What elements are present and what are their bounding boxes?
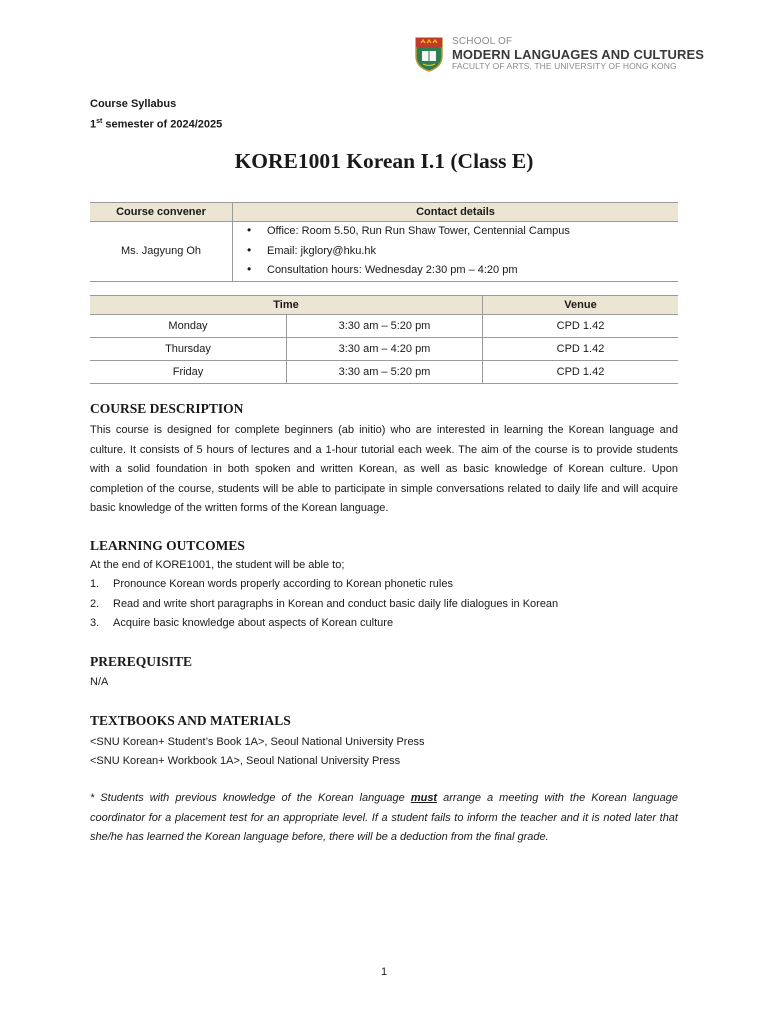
textbook-item: <SNU Korean+ Student’s Book 1A>, Seoul National University Press [90,736,425,748]
learning-outcomes-list [90,575,558,634]
learning-outcomes-heading: LEARNING OUTCOMES [90,538,245,553]
list-item [90,614,558,634]
list-item [90,595,558,615]
syllabus-meta [90,95,222,134]
table-row [90,315,678,338]
contact-header: Contact details [233,203,679,222]
convener-table [90,202,678,282]
schedule-day: Monday [90,315,287,338]
schedule-venue: CPD 1.42 [483,338,679,361]
contact-email: • Email: jkglory@hku.hk [247,242,678,262]
list-number: 1. [90,578,100,590]
logo-line-school-of: SCHOOL OF [452,36,513,48]
list-text: Read and write short paragraphs in Korean and conduct basic daily life dialogues in Korean [113,597,559,610]
contact-list [233,222,678,281]
list-text: Pronounce Korean words properly according to Korean phonetic rules [113,578,453,590]
venue-header: Venue [483,296,679,315]
schedule-venue: CPD 1.42 [483,315,679,338]
time-header: Time [90,296,483,315]
schedule-time: 3:30 am – 4:20 pm [287,338,483,361]
prerequisite-heading: PREREQUISITE [90,654,193,669]
prerequisite-text: N/A [90,676,109,688]
course-title: KORE1001 Korean I.1 (Class E) [234,149,534,173]
hku-crest-icon [414,36,444,72]
schedule-venue: CPD 1.42 [483,361,679,384]
list-item [90,575,558,595]
schedule-time: 3:30 am – 5:20 pm [287,315,483,338]
list-number: 2. [90,597,100,610]
list-number: 3. [90,617,100,629]
doc-type: Course Syllabus [90,98,177,110]
textbooks-heading: TEXTBOOKS AND MATERIALS [90,713,291,728]
school-logo [414,36,704,72]
note-text-end: arrange a meeting with the Korean language coordinator for a placement test for an appropriate level. If a student fails to inform the teacher and it is noted later that she/he has learned the Korean language before, there will be a deduction from the final grade. [90,792,678,843]
semester-ordinal: st [96,118,103,125]
page-number: 1 [380,966,388,978]
semester-text: semester of 2024/2025 [102,118,223,131]
course-description-text: This course is designed for complete beginners (ab initio) who are interested in learning the Korean language and culture. It consists of 5 hours of lectures and a 1-hour tutorial each week. The aim of the course is to provide students with a solid foundation in both spoken and written Korean, as well as basic knowledge of Korean culture. Upon completion of the course, students will be able to participate in simple conversations related to daily life and will acquire basic knowledge of the written forms of the Korean language. [90,424,678,514]
schedule-day: Thursday [90,338,287,361]
course-description-heading: COURSE DESCRIPTION [90,401,244,416]
schedule-table [90,295,678,384]
schedule-day: Friday [90,361,287,384]
placement-note [90,789,678,848]
textbook-item: <SNU Korean+ Workbook 1A>, Seoul National University Press [90,755,401,767]
list-text: Acquire basic knowledge about aspects of Korean culture [113,617,394,629]
logo-line-faculty: FACULTY OF ARTS, THE UNIVERSITY OF HONG KONG [452,60,677,71]
schedule-time: 3:30 am – 5:20 pm [287,361,483,384]
logo-line-school-name: MODERN LANGUAGES AND CULTURES [452,46,705,62]
table-row [90,338,678,361]
convener-name: Ms. Jagyung Oh [90,222,233,282]
learning-outcomes-intro: At the end of KORE1001, the student will be able to; [90,559,345,571]
contact-consultation-hours: • Consultation hours: Wednesday 2:30 pm – 4:20 pm [247,261,678,281]
semester-line [90,113,222,134]
convener-header: Course convener [90,203,233,222]
note-emphasis: must [410,792,438,804]
table-row [90,361,678,384]
contact-details-cell [233,222,679,282]
contact-office: • Office: Room 5.50, Run Run Shaw Tower, Centennial Campus [247,222,678,242]
note-text-start: * Students with previous knowledge of the Korean language [90,792,411,804]
semester-number: 1 [90,118,97,131]
